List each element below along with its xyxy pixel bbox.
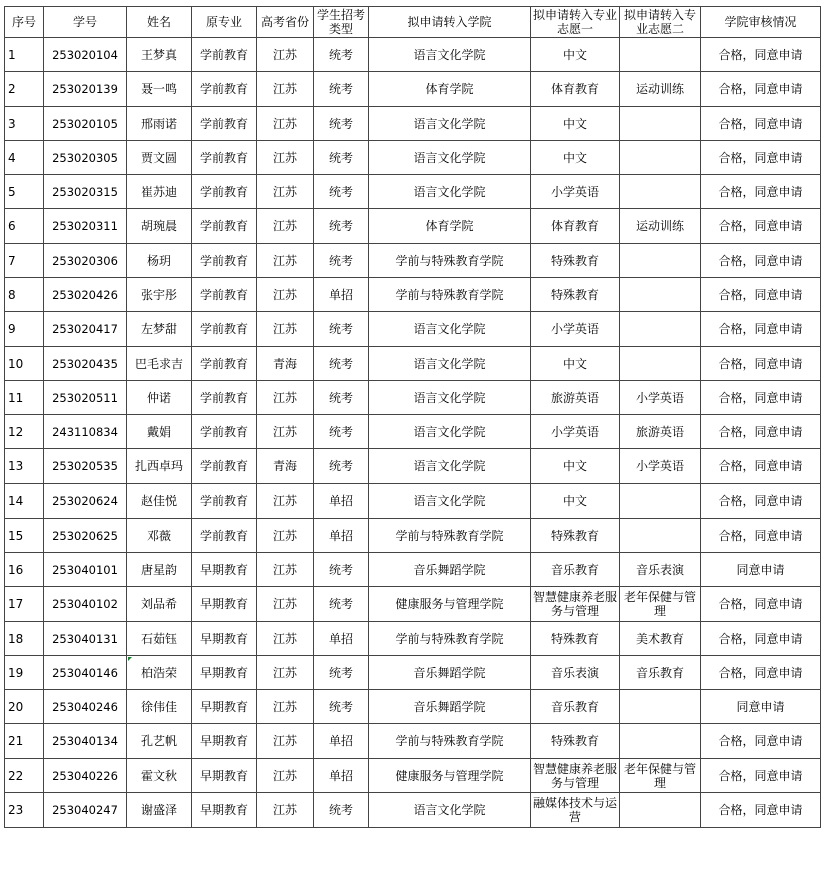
- cell-admission-type: 统考: [314, 141, 369, 175]
- cell-target-college: 语言文化学院: [369, 38, 531, 72]
- cell-admission-type: 统考: [314, 656, 369, 690]
- cell-name: 张宇彤: [127, 278, 192, 312]
- cell-review: 合格，同意申请: [701, 244, 821, 278]
- cell-choice-2: [620, 347, 701, 381]
- header-seq: 序号: [5, 7, 44, 38]
- cell-original-major: 学前教育: [192, 519, 257, 553]
- cell-student-id: 253020306: [44, 244, 127, 278]
- cell-target-college: 体育学院: [369, 209, 531, 244]
- table-row: [5, 690, 821, 724]
- cell-seq: 10: [5, 347, 44, 381]
- cell-target-college: 音乐舞蹈学院: [369, 690, 531, 724]
- cell-province: 江苏: [257, 793, 314, 828]
- cell-review: 合格，同意申请: [701, 759, 821, 793]
- cell-student-id: 253040101: [44, 553, 127, 587]
- cell-choice-1: 中文: [531, 107, 620, 141]
- cell-original-major: 学前教育: [192, 107, 257, 141]
- header-province: 高考省份: [257, 7, 314, 38]
- cell-choice-2: [620, 519, 701, 553]
- cell-review: 合格，同意申请: [701, 587, 821, 622]
- cell-seq: 14: [5, 484, 44, 519]
- cell-target-college: 语言文化学院: [369, 347, 531, 381]
- cell-choice-1: 智慧健康养老服务与管理: [531, 759, 620, 793]
- transfer-application-table: [4, 6, 821, 828]
- cell-province: 江苏: [257, 107, 314, 141]
- cell-original-major: 学前教育: [192, 312, 257, 347]
- cell-choice-2: [620, 278, 701, 312]
- cell-choice-2: 老年保健与管理: [620, 587, 701, 622]
- table-row: [5, 656, 821, 690]
- cell-original-major: 学前教育: [192, 72, 257, 107]
- cell-name: 邓薇: [127, 519, 192, 553]
- cell-province: 江苏: [257, 622, 314, 656]
- table-row: [5, 141, 821, 175]
- cell-student-id: 253020624: [44, 484, 127, 519]
- cell-name: 徐伟佳: [127, 690, 192, 724]
- cell-review: 合格，同意申请: [701, 312, 821, 347]
- cell-choice-2: [620, 690, 701, 724]
- cell-choice-1: 音乐教育: [531, 553, 620, 587]
- cell-choice-1: 音乐表演: [531, 656, 620, 690]
- cell-name: 巴毛求吉: [127, 347, 192, 381]
- cell-student-id: 253020105: [44, 107, 127, 141]
- cell-province: 青海: [257, 347, 314, 381]
- cell-province: 江苏: [257, 587, 314, 622]
- cell-review: 合格，同意申请: [701, 72, 821, 107]
- cell-original-major: 学前教育: [192, 175, 257, 209]
- table-row: [5, 622, 821, 656]
- cell-name: 唐星韵: [127, 553, 192, 587]
- cell-name: 仲诺: [127, 381, 192, 415]
- cell-target-college: 语言文化学院: [369, 449, 531, 484]
- cell-student-id: 253020104: [44, 38, 127, 72]
- cell-name: 胡琬晨: [127, 209, 192, 244]
- cell-admission-type: 统考: [314, 107, 369, 141]
- cell-review: 合格，同意申请: [701, 381, 821, 415]
- cell-seq: 19: [5, 656, 44, 690]
- cell-choice-1: 小学英语: [531, 312, 620, 347]
- cell-admission-type: 单招: [314, 724, 369, 759]
- table-row: [5, 759, 821, 793]
- cell-review: 同意申请: [701, 553, 821, 587]
- cell-name: 孔艺帆: [127, 724, 192, 759]
- cell-choice-1: 中文: [531, 38, 620, 72]
- cell-target-college: 音乐舞蹈学院: [369, 656, 531, 690]
- cell-seq: 22: [5, 759, 44, 793]
- cell-province: 江苏: [257, 415, 314, 449]
- table-row: [5, 449, 821, 484]
- cell-original-major: 学前教育: [192, 415, 257, 449]
- cell-seq: 8: [5, 278, 44, 312]
- cell-seq: 9: [5, 312, 44, 347]
- cell-choice-1: 小学英语: [531, 415, 620, 449]
- cell-name: 霍文秋: [127, 759, 192, 793]
- cell-original-major: 学前教育: [192, 484, 257, 519]
- cell-admission-type: 统考: [314, 415, 369, 449]
- cell-target-college: 学前与特殊教育学院: [369, 244, 531, 278]
- cell-admission-type: 统考: [314, 553, 369, 587]
- cell-seq: 4: [5, 141, 44, 175]
- cell-student-id: 253040102: [44, 587, 127, 622]
- cell-choice-1: 体育教育: [531, 72, 620, 107]
- cell-student-id: 253020311: [44, 209, 127, 244]
- cell-target-college: 语言文化学院: [369, 312, 531, 347]
- cell-choice-2: 音乐表演: [620, 553, 701, 587]
- cell-original-major: 学前教育: [192, 38, 257, 72]
- table-row: [5, 312, 821, 347]
- cell-target-college: 健康服务与管理学院: [369, 587, 531, 622]
- cell-province: 江苏: [257, 724, 314, 759]
- table-row: [5, 553, 821, 587]
- cell-name: 谢盛泽: [127, 793, 192, 828]
- cell-admission-type: 统考: [314, 793, 369, 828]
- cell-choice-1: 特殊教育: [531, 724, 620, 759]
- cell-target-college: 学前与特殊教育学院: [369, 519, 531, 553]
- cell-student-id: 253040131: [44, 622, 127, 656]
- cell-seq: 20: [5, 690, 44, 724]
- cell-choice-1: 中文: [531, 449, 620, 484]
- cell-target-college: 学前与特殊教育学院: [369, 622, 531, 656]
- cell-target-college: 语言文化学院: [369, 415, 531, 449]
- cell-student-id: 253040134: [44, 724, 127, 759]
- cell-comment-marker: [128, 657, 132, 661]
- cell-review: 合格，同意申请: [701, 793, 821, 828]
- cell-target-college: 学前与特殊教育学院: [369, 278, 531, 312]
- cell-seq: 5: [5, 175, 44, 209]
- cell-review: 合格，同意申请: [701, 449, 821, 484]
- cell-target-college: 体育学院: [369, 72, 531, 107]
- cell-review: 合格，同意申请: [701, 622, 821, 656]
- cell-name: 柏浩荣: [127, 656, 192, 690]
- cell-name: 刘品希: [127, 587, 192, 622]
- cell-choice-2: 运动训练: [620, 209, 701, 244]
- cell-target-college: 语言文化学院: [369, 107, 531, 141]
- table-body: [5, 38, 821, 828]
- table-row: [5, 415, 821, 449]
- cell-original-major: 早期教育: [192, 793, 257, 828]
- cell-review: 合格，同意申请: [701, 519, 821, 553]
- table-row: [5, 175, 821, 209]
- cell-student-id: 253020511: [44, 381, 127, 415]
- cell-province: 江苏: [257, 553, 314, 587]
- cell-province: 江苏: [257, 38, 314, 72]
- cell-student-id: 253020426: [44, 278, 127, 312]
- cell-student-id: 253020139: [44, 72, 127, 107]
- cell-name: 崔苏迪: [127, 175, 192, 209]
- cell-seq: 18: [5, 622, 44, 656]
- cell-original-major: 学前教育: [192, 244, 257, 278]
- cell-name: 扎西卓玛: [127, 449, 192, 484]
- cell-original-major: 早期教育: [192, 656, 257, 690]
- cell-admission-type: 统考: [314, 209, 369, 244]
- cell-seq: 16: [5, 553, 44, 587]
- cell-review: 合格，同意申请: [701, 724, 821, 759]
- cell-review: 同意申请: [701, 690, 821, 724]
- cell-student-id: 253020535: [44, 449, 127, 484]
- table-row: [5, 38, 821, 72]
- cell-seq: 12: [5, 415, 44, 449]
- cell-province: 江苏: [257, 381, 314, 415]
- cell-province: 江苏: [257, 72, 314, 107]
- cell-choice-1: 体育教育: [531, 209, 620, 244]
- cell-choice-2: 运动训练: [620, 72, 701, 107]
- cell-admission-type: 单招: [314, 519, 369, 553]
- table-row: [5, 107, 821, 141]
- cell-student-id: 253020315: [44, 175, 127, 209]
- cell-seq: 15: [5, 519, 44, 553]
- table-row: [5, 519, 821, 553]
- cell-choice-2: 旅游英语: [620, 415, 701, 449]
- cell-target-college: 语言文化学院: [369, 484, 531, 519]
- cell-province: 江苏: [257, 312, 314, 347]
- cell-choice-2: 小学英语: [620, 381, 701, 415]
- table-row: [5, 484, 821, 519]
- cell-seq: 17: [5, 587, 44, 622]
- table-row: [5, 724, 821, 759]
- cell-admission-type: 统考: [314, 347, 369, 381]
- cell-original-major: 早期教育: [192, 622, 257, 656]
- cell-seq: 23: [5, 793, 44, 828]
- cell-choice-1: 特殊教育: [531, 519, 620, 553]
- cell-review: 合格，同意申请: [701, 175, 821, 209]
- cell-name: 左梦甜: [127, 312, 192, 347]
- cell-choice-2: [620, 38, 701, 72]
- header-admission-type: 学生招考类型: [314, 7, 369, 38]
- cell-choice-1: 特殊教育: [531, 278, 620, 312]
- cell-target-college: 语言文化学院: [369, 175, 531, 209]
- cell-admission-type: 单招: [314, 484, 369, 519]
- table-row: [5, 278, 821, 312]
- cell-review: 合格，同意申请: [701, 141, 821, 175]
- cell-student-id: 253040226: [44, 759, 127, 793]
- header-original-major: 原专业: [192, 7, 257, 38]
- cell-review: 合格，同意申请: [701, 107, 821, 141]
- cell-target-college: 语言文化学院: [369, 381, 531, 415]
- cell-province: 江苏: [257, 141, 314, 175]
- cell-review: 合格，同意申请: [701, 347, 821, 381]
- cell-original-major: 早期教育: [192, 587, 257, 622]
- cell-choice-1: 中文: [531, 347, 620, 381]
- cell-seq: 6: [5, 209, 44, 244]
- cell-review: 合格，同意申请: [701, 656, 821, 690]
- cell-student-id: 253020435: [44, 347, 127, 381]
- cell-original-major: 学前教育: [192, 449, 257, 484]
- cell-choice-2: [620, 244, 701, 278]
- cell-choice-2: 老年保健与管理: [620, 759, 701, 793]
- cell-original-major: 早期教育: [192, 724, 257, 759]
- cell-choice-2: [620, 724, 701, 759]
- table-row: [5, 587, 821, 622]
- cell-target-college: 学前与特殊教育学院: [369, 724, 531, 759]
- cell-choice-2: [620, 484, 701, 519]
- cell-original-major: 学前教育: [192, 381, 257, 415]
- cell-name: 贾文圆: [127, 141, 192, 175]
- cell-original-major: 学前教育: [192, 209, 257, 244]
- cell-admission-type: 统考: [314, 449, 369, 484]
- cell-choice-2: 音乐教育: [620, 656, 701, 690]
- cell-seq: 13: [5, 449, 44, 484]
- cell-seq: 2: [5, 72, 44, 107]
- cell-review: 合格，同意申请: [701, 278, 821, 312]
- cell-admission-type: 统考: [314, 38, 369, 72]
- cell-target-college: 语言文化学院: [369, 141, 531, 175]
- cell-student-id: 253040247: [44, 793, 127, 828]
- cell-province: 江苏: [257, 484, 314, 519]
- cell-choice-1: 中文: [531, 484, 620, 519]
- cell-choice-1: 特殊教育: [531, 622, 620, 656]
- cell-student-id: 253040246: [44, 690, 127, 724]
- cell-original-major: 早期教育: [192, 553, 257, 587]
- cell-choice-1: 旅游英语: [531, 381, 620, 415]
- table-row: [5, 347, 821, 381]
- cell-choice-2: [620, 107, 701, 141]
- cell-choice-1: 智慧健康养老服务与管理: [531, 587, 620, 622]
- table-row: [5, 209, 821, 244]
- cell-admission-type: 统考: [314, 175, 369, 209]
- header-choice-1: 拟申请转入专业志愿一: [531, 7, 620, 38]
- cell-choice-2: [620, 141, 701, 175]
- cell-admission-type: 统考: [314, 244, 369, 278]
- cell-name: 王梦真: [127, 38, 192, 72]
- cell-province: 江苏: [257, 690, 314, 724]
- cell-target-college: 音乐舞蹈学院: [369, 553, 531, 587]
- cell-province: 江苏: [257, 759, 314, 793]
- header-choice-2: 拟申请转入专业志愿二: [620, 7, 701, 38]
- cell-admission-type: 统考: [314, 587, 369, 622]
- table-row: [5, 72, 821, 107]
- cell-seq: 3: [5, 107, 44, 141]
- cell-seq: 7: [5, 244, 44, 278]
- cell-choice-1: 特殊教育: [531, 244, 620, 278]
- header-student-id: 学号: [44, 7, 127, 38]
- cell-name: 戴娟: [127, 415, 192, 449]
- table-header: [5, 7, 821, 38]
- cell-student-id: 243110834: [44, 415, 127, 449]
- cell-seq: 11: [5, 381, 44, 415]
- cell-seq: 1: [5, 38, 44, 72]
- cell-admission-type: 单招: [314, 278, 369, 312]
- cell-name: 聂一鸣: [127, 72, 192, 107]
- cell-province: 江苏: [257, 519, 314, 553]
- cell-choice-2: [620, 312, 701, 347]
- header-name: 姓名: [127, 7, 192, 38]
- cell-original-major: 学前教育: [192, 347, 257, 381]
- cell-original-major: 早期教育: [192, 690, 257, 724]
- cell-review: 合格，同意申请: [701, 415, 821, 449]
- cell-original-major: 早期教育: [192, 759, 257, 793]
- cell-name: 杨玥: [127, 244, 192, 278]
- header-row: [5, 7, 821, 38]
- table-row: [5, 381, 821, 415]
- cell-student-id: 253020417: [44, 312, 127, 347]
- cell-choice-1: 小学英语: [531, 175, 620, 209]
- cell-choice-2: 小学英语: [620, 449, 701, 484]
- cell-choice-1: 中文: [531, 141, 620, 175]
- cell-admission-type: 统考: [314, 690, 369, 724]
- cell-province: 江苏: [257, 175, 314, 209]
- cell-choice-1: 音乐教育: [531, 690, 620, 724]
- table-row: [5, 244, 821, 278]
- cell-admission-type: 统考: [314, 381, 369, 415]
- cell-province: 江苏: [257, 244, 314, 278]
- cell-original-major: 学前教育: [192, 141, 257, 175]
- cell-review: 合格，同意申请: [701, 38, 821, 72]
- cell-target-college: 健康服务与管理学院: [369, 759, 531, 793]
- cell-review: 合格，同意申请: [701, 209, 821, 244]
- table-row: [5, 793, 821, 828]
- cell-admission-type: 统考: [314, 312, 369, 347]
- cell-original-major: 学前教育: [192, 278, 257, 312]
- header-target-college: 拟申请转入学院: [369, 7, 531, 38]
- cell-name: 邢雨诺: [127, 107, 192, 141]
- cell-review: 合格，同意申请: [701, 484, 821, 519]
- cell-target-college: 语言文化学院: [369, 793, 531, 828]
- cell-admission-type: 单招: [314, 759, 369, 793]
- cell-student-id: 253020305: [44, 141, 127, 175]
- cell-name: 石茹钰: [127, 622, 192, 656]
- cell-student-id: 253040146: [44, 656, 127, 690]
- cell-province: 江苏: [257, 278, 314, 312]
- cell-province: 江苏: [257, 656, 314, 690]
- cell-student-id: 253020625: [44, 519, 127, 553]
- cell-admission-type: 单招: [314, 622, 369, 656]
- cell-choice-2: 美术教育: [620, 622, 701, 656]
- cell-province: 江苏: [257, 209, 314, 244]
- cell-seq: 21: [5, 724, 44, 759]
- cell-name: 赵佳悦: [127, 484, 192, 519]
- cell-choice-2: [620, 175, 701, 209]
- cell-choice-2: [620, 793, 701, 828]
- header-review: 学院审核情况: [701, 7, 821, 38]
- cell-admission-type: 统考: [314, 72, 369, 107]
- cell-province: 青海: [257, 449, 314, 484]
- cell-choice-1: 融媒体技术与运营: [531, 793, 620, 828]
